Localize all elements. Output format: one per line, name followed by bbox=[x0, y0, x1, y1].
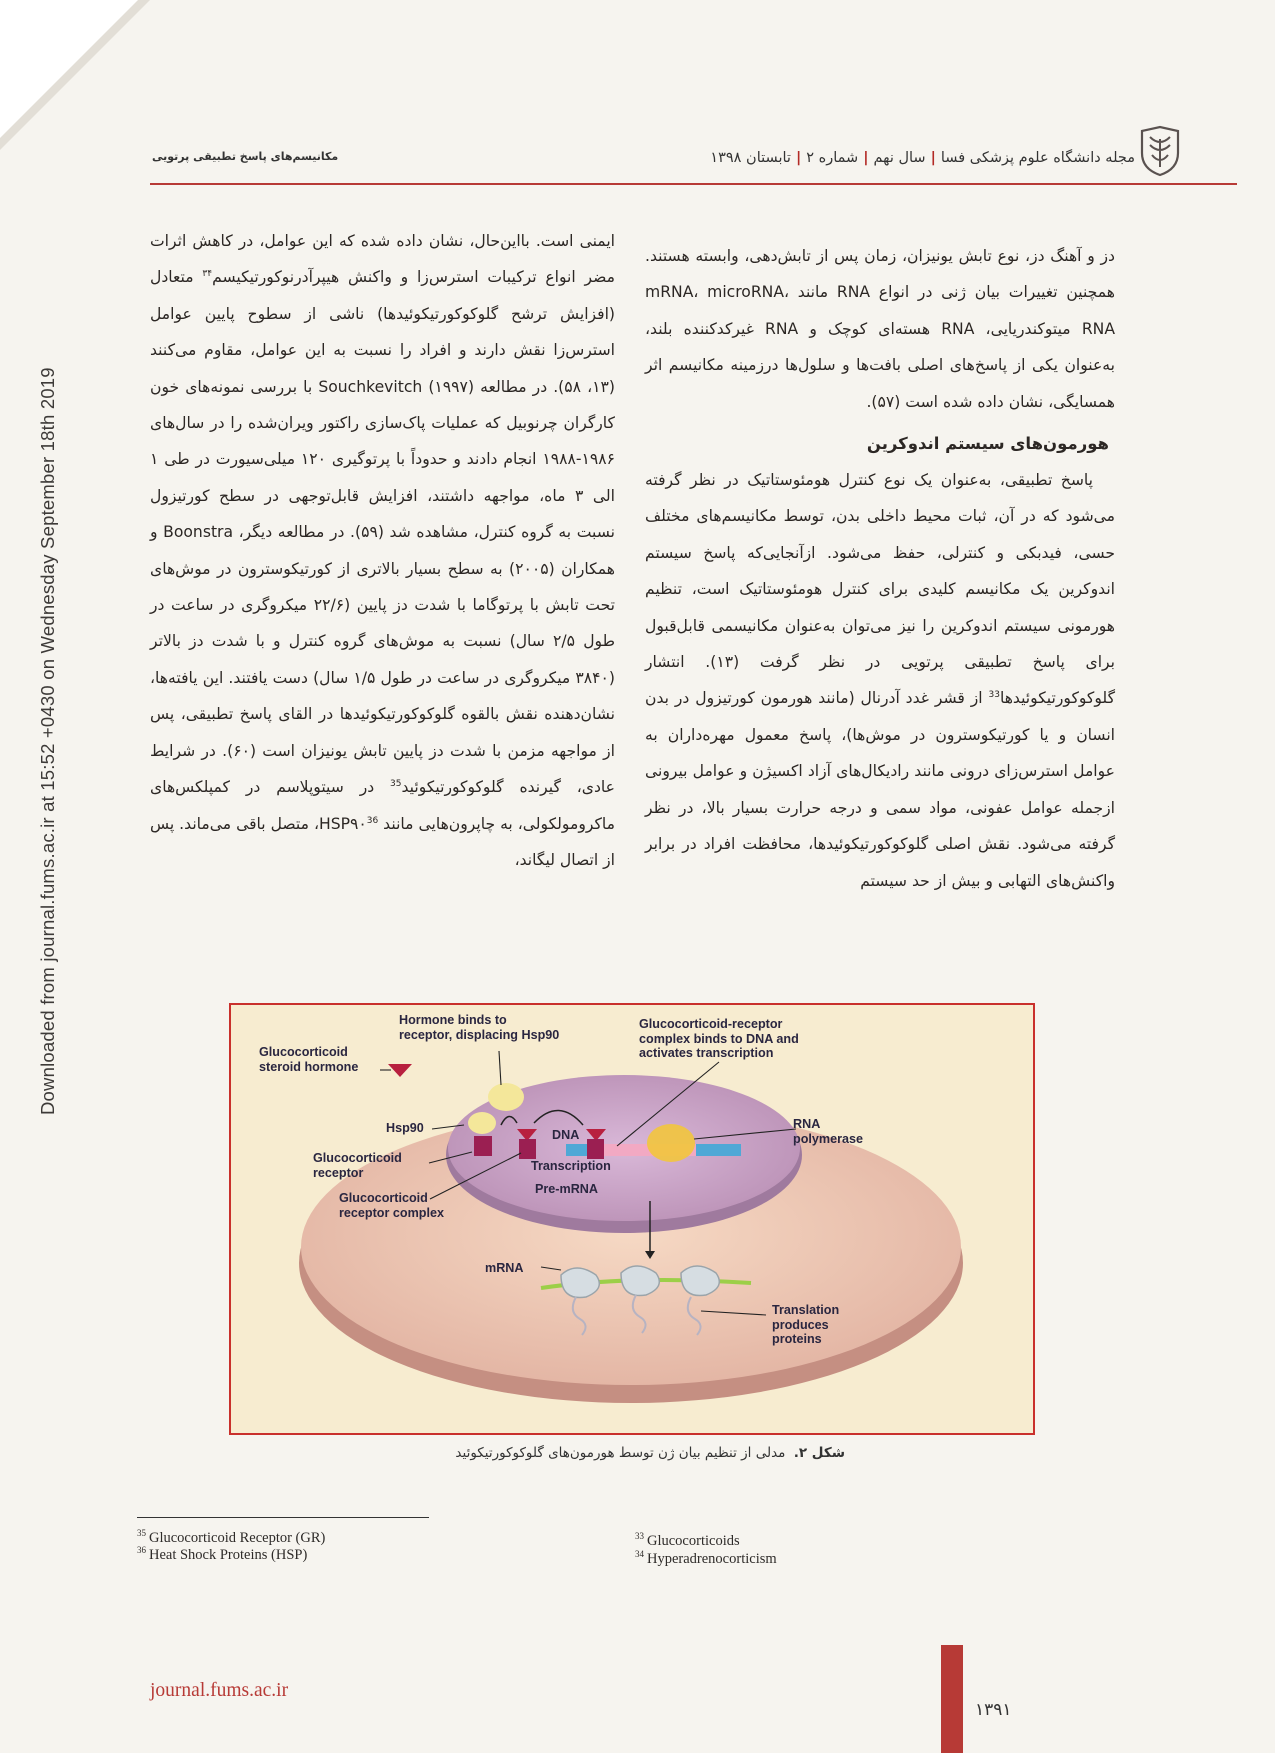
footnote-divider bbox=[137, 1517, 429, 1518]
label-text: mRNA bbox=[485, 1261, 524, 1275]
header-divider bbox=[150, 183, 1237, 185]
rna-polymerase-shape bbox=[647, 1124, 695, 1162]
label-mrna bbox=[485, 1261, 523, 1276]
footnote-text: Heat Shock Proteins (HSP) bbox=[149, 1547, 308, 1563]
journal-header: مجله دانشگاه علوم پزشکی فسا|سال نهم|شماره ۲|تابستان ۱۳۹۸ bbox=[710, 150, 1135, 166]
steroid-hormone-icon bbox=[388, 1064, 412, 1077]
label-receptor-complex bbox=[339, 1191, 444, 1220]
journal-season: تابستان ۱۳۹۸ bbox=[710, 150, 791, 166]
figure-2 bbox=[229, 1003, 1035, 1435]
label-text: Transcription bbox=[531, 1159, 611, 1173]
label-glucocorticoid-hormone bbox=[259, 1045, 358, 1074]
label-hormone-binds bbox=[399, 1013, 559, 1042]
footnote-ref: 33 bbox=[988, 690, 1000, 701]
footnote-text: Glucocorticoids bbox=[647, 1533, 740, 1549]
label-pre-mrna bbox=[535, 1182, 598, 1197]
journal-year: سال نهم bbox=[873, 150, 926, 166]
page-number: ۱۳۹۱ bbox=[975, 1700, 1012, 1720]
caption-text: مدلی از تنظیم بیان ژن توسط هورمون‌های گلوکوکورتیکوئید bbox=[455, 1445, 786, 1461]
footnote-number: 36 bbox=[137, 1545, 146, 1556]
right-text-column bbox=[645, 238, 1115, 899]
hsp90-detached-icon bbox=[488, 1083, 524, 1111]
receptor-complex-icon bbox=[519, 1139, 536, 1159]
body-paragraph: دز و آهنگ دز، نوع تابش یونیزان، زمان پس از تابش‌دهی، وابسته هستند. همچنین تغییرات بیان ژنی در انواع RNA مانند mRNA، microRNA، RNA میتوکندریایی، RNA هسته‌ای کوچک و RNA غیرکدکننده بلند، به‌عنوان یکی از پاسخ‌های اصلی بافت‌ها و سلول‌ها درزمینه مکانیسم اثر همسایگی، نشان داده شده است (۵۷). bbox=[645, 247, 1116, 411]
footnote-number: 35 bbox=[137, 1528, 146, 1539]
paragraph-text: پاسخ تطبیقی، به‌عنوان یک نوع کنترل هومئوستاتیک در نظر گرفته می‌شود که در آن، ثبات محیط داخلی بدن، توسط مکانیسم‌های مختلف حسی، فیدبکی و کنترلی، حفظ می‌شود. ازآنجایی‌که پاسخ سیستم اندوکرین یک مکانیسم کلیدی برای کنترل هومئوستاتیک است، تنظیم هورمونی سیستم اندوکرین را نیز می‌توان به‌عنوان مکانیسمی قابل‌قبول برای پاسخ تطبیقی پرتویی در نظر گرفت (۱۳). انتشار گلوکوکورتیکوئیدها bbox=[645, 471, 1115, 708]
label-text: Glucocorticoid receptor complex bbox=[339, 1191, 444, 1220]
footnote-number: 33 bbox=[635, 1531, 644, 1542]
dna-bound-receptor-icon bbox=[587, 1139, 604, 1159]
label-hsp90 bbox=[386, 1121, 424, 1136]
paragraph-text: ایمنی است. بااین‌حال، نشان داده شده که این عوامل، در کاهش اثرات مضر انواع ترکیبات استرس‌زا و واکنش هیپرآدرنوکورتیکیسم bbox=[150, 232, 615, 287]
dna-strand-end bbox=[696, 1144, 741, 1156]
label-text: Glucocorticoid steroid hormone bbox=[259, 1045, 359, 1074]
footnote-33 bbox=[635, 1533, 740, 1551]
university-logo-icon bbox=[1138, 125, 1182, 177]
footnote-36 bbox=[137, 1547, 307, 1565]
folded-page-corner bbox=[0, 0, 138, 138]
journal-url[interactable]: journal.fums.ac.ir bbox=[150, 1680, 289, 1701]
label-text: RNA polymerase bbox=[793, 1117, 864, 1146]
label-text: Glucocorticoid-receptor complex binds to DNA and activates transcription bbox=[639, 1017, 799, 1060]
footnote-ref: ۳۴ bbox=[202, 269, 213, 280]
running-title: مکانیسم‌های پاسخ تطبیقی پرتویی bbox=[152, 150, 339, 163]
body-paragraph bbox=[645, 462, 1115, 899]
label-text: Glucocorticoid receptor bbox=[313, 1151, 402, 1180]
label-text: Pre-mRNA bbox=[535, 1182, 598, 1196]
label-rna-polymerase bbox=[793, 1117, 863, 1146]
paragraph-text: ، متصل باقی می‌ماند. پس از اتصال لیگاند، bbox=[150, 814, 615, 869]
hsp90-bound-icon bbox=[468, 1112, 496, 1134]
label-glucocorticoid-receptor bbox=[313, 1151, 402, 1180]
label-transcription bbox=[531, 1159, 611, 1174]
journal-issue: شماره ۲ bbox=[806, 150, 859, 166]
page-number-bar bbox=[941, 1645, 963, 1753]
footnote-34 bbox=[635, 1551, 777, 1569]
caption-label: شکل ۲. bbox=[793, 1445, 845, 1461]
paragraph-text: در سیتوپلاسم در کمپلکس‌های ماکرومولکولی، به چاپرون‌هایی مانند HSP۹۰ bbox=[150, 778, 616, 833]
footnote-ref: 36 bbox=[366, 815, 379, 826]
label-dna bbox=[552, 1128, 579, 1143]
journal-name: مجله دانشگاه علوم پزشکی فسا bbox=[940, 150, 1135, 166]
label-translation bbox=[772, 1303, 839, 1347]
section-heading: هورمون‌های سیستم اندوکرین bbox=[866, 434, 1109, 454]
label-text: DNA bbox=[552, 1128, 580, 1142]
paragraph-text: از قشر غدد آدرنال (مانند هورمون کورتیزول در بدن انسان و یا کورتیکوسترون در موش‌ها)، پاسخ معمول مهره‌داران به عوامل استرس‌زای درونی مانند رادیکال‌های آزاد اکسیژن و عوامل بیرونی ازجمله عوامل عفونی، مواد سمی و درجه حرارت بسیار بالا، در نظر گرفته می‌شود. نقش اصلی گلوکوکورتیکوئیدها، محافظت افراد در برابر واکنش‌های التهابی و بیش از حد سیستم bbox=[645, 689, 1115, 890]
footnote-35 bbox=[137, 1530, 325, 1548]
footnote-number: 34 bbox=[635, 1549, 644, 1560]
receptor-icon bbox=[474, 1136, 492, 1156]
figure-caption bbox=[455, 1445, 845, 1461]
label-text: Hormone binds to receptor, displacing Hsp90 bbox=[399, 1013, 560, 1042]
label-text: Hsp90 bbox=[386, 1121, 424, 1135]
footnote-ref: 35 bbox=[390, 778, 402, 789]
footnote-text: Glucocorticoid Receptor (GR) bbox=[149, 1530, 326, 1546]
ribosomes bbox=[561, 1266, 719, 1298]
body-paragraph bbox=[150, 223, 615, 878]
label-complex-binds-dna bbox=[639, 1017, 799, 1061]
footnote-text: Hyperadrenocorticism bbox=[647, 1551, 777, 1567]
paragraph-text: متعادل (افزایش ترشح گلوکوکورتیکوئیدها) ناشی از سطوح پایین عوامل استرس‌زا نقش دارند و افراد را نسبت به این عوامل، مقاوم می‌کنند (۱۳، ۵۸). در مطالعه Souchkevitch (۱۹۹۷) با بررسی نمونه‌های خون کارگران چرنوبیل که عملیات پاک‌سازی راکتور ویران‌شده را در سال‌های ۱۹۸۶-۱۹۸۸ انجام دادند و حدوداً با پرتوگیری ۱۲۰ میلی‌سیورت در طی ۱ الی ۳ ماه، مواجهه داشتند، افزایش قابل‌توجهی در سطح کورتیزول نسبت به گروه کنترل، مشاهده شد (۵۹). در مطالعه دیگر، Boonstra و همکاران (۲۰۰۵) به سطح بسیار بالاتری از کورتیکوسترون در موش‌های تحت تابش با پرتوگاما با شدت دز پایین (۲۲/۶ میکروگری در ساعت در طول ۲/۵ سال) نسبت به موش‌های گروه کنترل و با شدت دز بالاتر (۳۸۴۰ میکروگری در ساعت در طول ۱/۵ سال) دست یافتند. این یافته‌ها، نشان‌دهنده نقش بالقوه گلوکوکورتیکوئیدها در القای پاسخ تطبیقی، پس از مواجهه مزمن با شدت دز پایین تابش یونیزان است (۶۰). در شرایط عادی، گیرنده گلوکوکورتیکوئید bbox=[150, 268, 616, 797]
download-stamp: Downloaded from journal.fums.ac.ir at 15:52 +0430 on Wednesday September 18th 2019 bbox=[37, 367, 58, 1115]
left-text-column bbox=[150, 223, 615, 878]
label-text: Translation produces proteins bbox=[772, 1303, 840, 1346]
